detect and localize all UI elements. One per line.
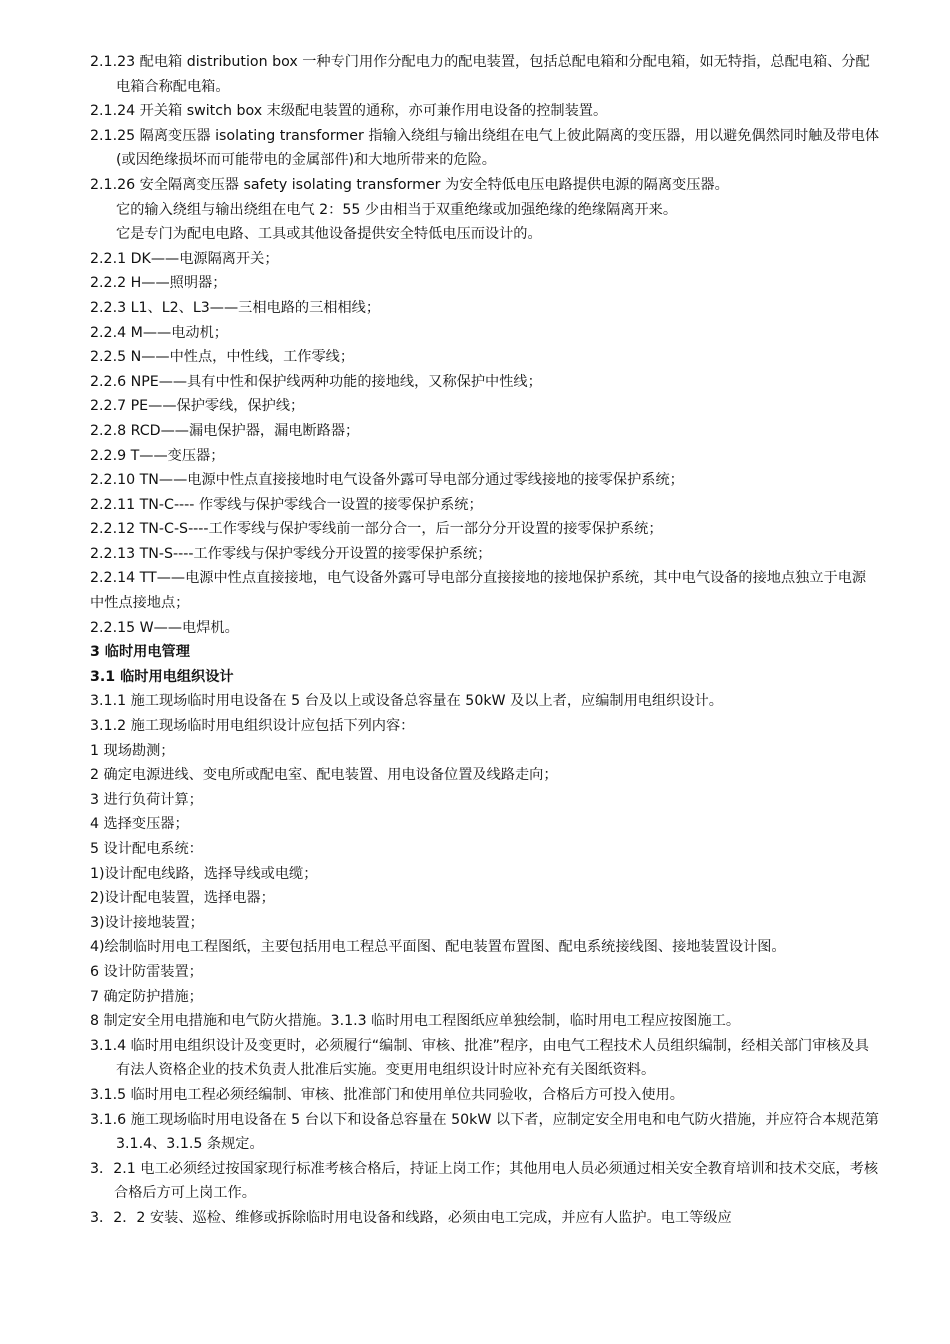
clause-3-1-6: 3.1.6 施工现场临时用电设备在 5 台以下和设备总容量在 50kW 以下者，应制定安全用电和电气防火措施，并应符合本规范第 3.1.4、3.1.5 条规定。	[90, 1111, 879, 1153]
clause-2-1-26-cont-1: 它的输入绕组与输出绕组在电气 2：55 少由相当于双重绝缘或加强绝缘的绝缘隔离开来。	[116, 201, 678, 218]
clause-3-1-5: 3.1.5 临时用电工程必须经编制、审核、批准部门和使用单位共同验收，合格后方可投入使用。	[90, 1086, 684, 1103]
clause-3-1-4: 3.1.4 临时用电组织设计及变更时，必须履行“编制、审核、批准”程序，由电气工程技术人员组织编制，经相关部门审核及具有法人资格企业的技术负责人批准后实施。变更用电组织设计时应补充有关图纸资料。	[90, 1037, 869, 1079]
symbol-2-2-8: 2.2.8 RCD——漏电保护器，漏电断路器；	[90, 422, 360, 439]
section-heading-3: 3 临时用电管理	[90, 644, 190, 661]
symbol-2-2-4: 2.2.4 M——电动机；	[90, 324, 228, 341]
symbol-2-2-10: 2.2.10 TN——电源中性点直接接地时电气设备外露可导电部分通过零线接地的接零保护系统；	[90, 472, 684, 489]
clause-2-1-26-cont-2: 它是专门为配电电路、工具或其他设备提供安全特低电压而设计的。	[116, 226, 542, 243]
sub-item-4: 4)绘制临时用电工程图纸，主要包括用电工程总平面图、配电装置布置图、配电系统接线图、接地装置设计图。	[90, 939, 786, 956]
symbol-2-2-9: 2.2.9 T——变压器；	[90, 447, 225, 464]
symbol-2-2-1: 2.2.1 DK——电源隔离开关；	[90, 250, 279, 267]
sub-item-3: 3)设计接地装置；	[90, 914, 204, 931]
symbol-2-2-2: 2.2.2 H——照明器；	[90, 275, 227, 292]
list-item-4: 4 选择变压器；	[90, 816, 189, 833]
clause-3-1-2: 3.1.2 施工现场临时用电组织设计应包括下列内容：	[90, 718, 415, 735]
clause-2-1-23: 2.1.23 配电箱 distribution box 一种专门用作分配电力的配电装置，包括总配电箱和分配电箱，如无特指，总配电箱、分配电箱合称配电箱。	[90, 54, 870, 95]
list-item-6: 6 设计防雷装置；	[90, 963, 203, 980]
list-item-2: 2 确定电源进线、变电所或配电室、配电装置、用电设备位置及线路走向；	[90, 767, 558, 784]
symbol-2-2-14: 2.2.14 TT——电源中性点直接接地，电气设备外露可导电部分直接接地的接地保护系统，其中电气设备的接地点独立于电源中性点接地点；	[90, 570, 867, 612]
symbol-2-2-12: 2.2.12 TN-C-S----工作零线与保护零线前一部分合一，后一部分分开设置的接零保护系统；	[90, 521, 663, 538]
clause-2-1-25: 2.1.25 隔离变压器 isolating transformer 指输入绕组与输出绕组在电气上彼此隔离的变压器，用以避免偶然同时触及带电体(或因绝缘损坏而可能带电的金属部件)和大地所带来的危险。	[90, 127, 880, 169]
symbol-2-2-13: 2.2.13 TN-S----工作零线与保护零线分开设置的接零保护系统；	[90, 545, 492, 562]
symbol-2-2-6: 2.2.6 NPE——具有中性和保护线两种功能的接地线，又称保护中性线；	[90, 373, 542, 390]
list-item-1: 1 现场勘测；	[90, 742, 175, 759]
clause-3-1-1: 3.1.1 施工现场临时用电设备在 5 台及以上或设备总容量在 50kW 及以上者，应编制用电组织设计。	[90, 693, 723, 710]
symbol-2-2-3: 2.2.3 L1、L2、L3——三相电路的三相相线；	[90, 299, 381, 316]
document-page	[90, 50, 880, 1231]
list-item-3: 3 进行负荷计算；	[90, 791, 203, 808]
symbol-2-2-15: 2.2.15 W——电焊机。	[90, 619, 239, 636]
sub-item-2: 2)设计配电装置，选择电器；	[90, 890, 275, 907]
section-heading-3-1: 3.1 临时用电组织设计	[90, 668, 234, 685]
symbol-2-2-5: 2.2.5 N——中性点，中性线，工作零线；	[90, 349, 355, 366]
clause-3-2-1: 3．2.1 电工必须经过按国家现行标准考核合格后，持证上岗工作；其他用电人员必须通过相关安全教育培训和技术交底，考核合格后方可上岗工作。	[90, 1160, 879, 1202]
clause-3-2-2: 3．2．2 安装、巡检、维修或拆除临时用电设备和线路，必须由电工完成，并应有人监护。电工等级应	[90, 1209, 732, 1226]
clause-2-1-26: 2.1.26 安全隔离变压器 safety isolating transformer 为安全特低电压电路提供电源的隔离变压器。	[90, 176, 729, 193]
list-item-5: 5 设计配电系统：	[90, 841, 203, 857]
symbol-2-2-7: 2.2.7 PE——保护零线，保护线；	[90, 398, 305, 415]
sub-item-1: 1)设计配电线路，选择导线或电缆；	[90, 865, 318, 882]
symbol-2-2-11: 2.2.11 TN-C---- 作零线与保护零线合一设置的接零保护系统；	[90, 496, 483, 513]
list-item-8: 8 制定安全用电措施和电气防火措施。3.1.3 临时用电工程图纸应单独绘制，临时用电工程应按图施工。	[90, 1013, 741, 1030]
clause-2-1-24: 2.1.24 开关箱 switch box 末级配电装置的通称，亦可兼作用电设备的控制装置。	[90, 103, 608, 120]
list-item-7: 7 确定防护措施；	[90, 988, 203, 1005]
